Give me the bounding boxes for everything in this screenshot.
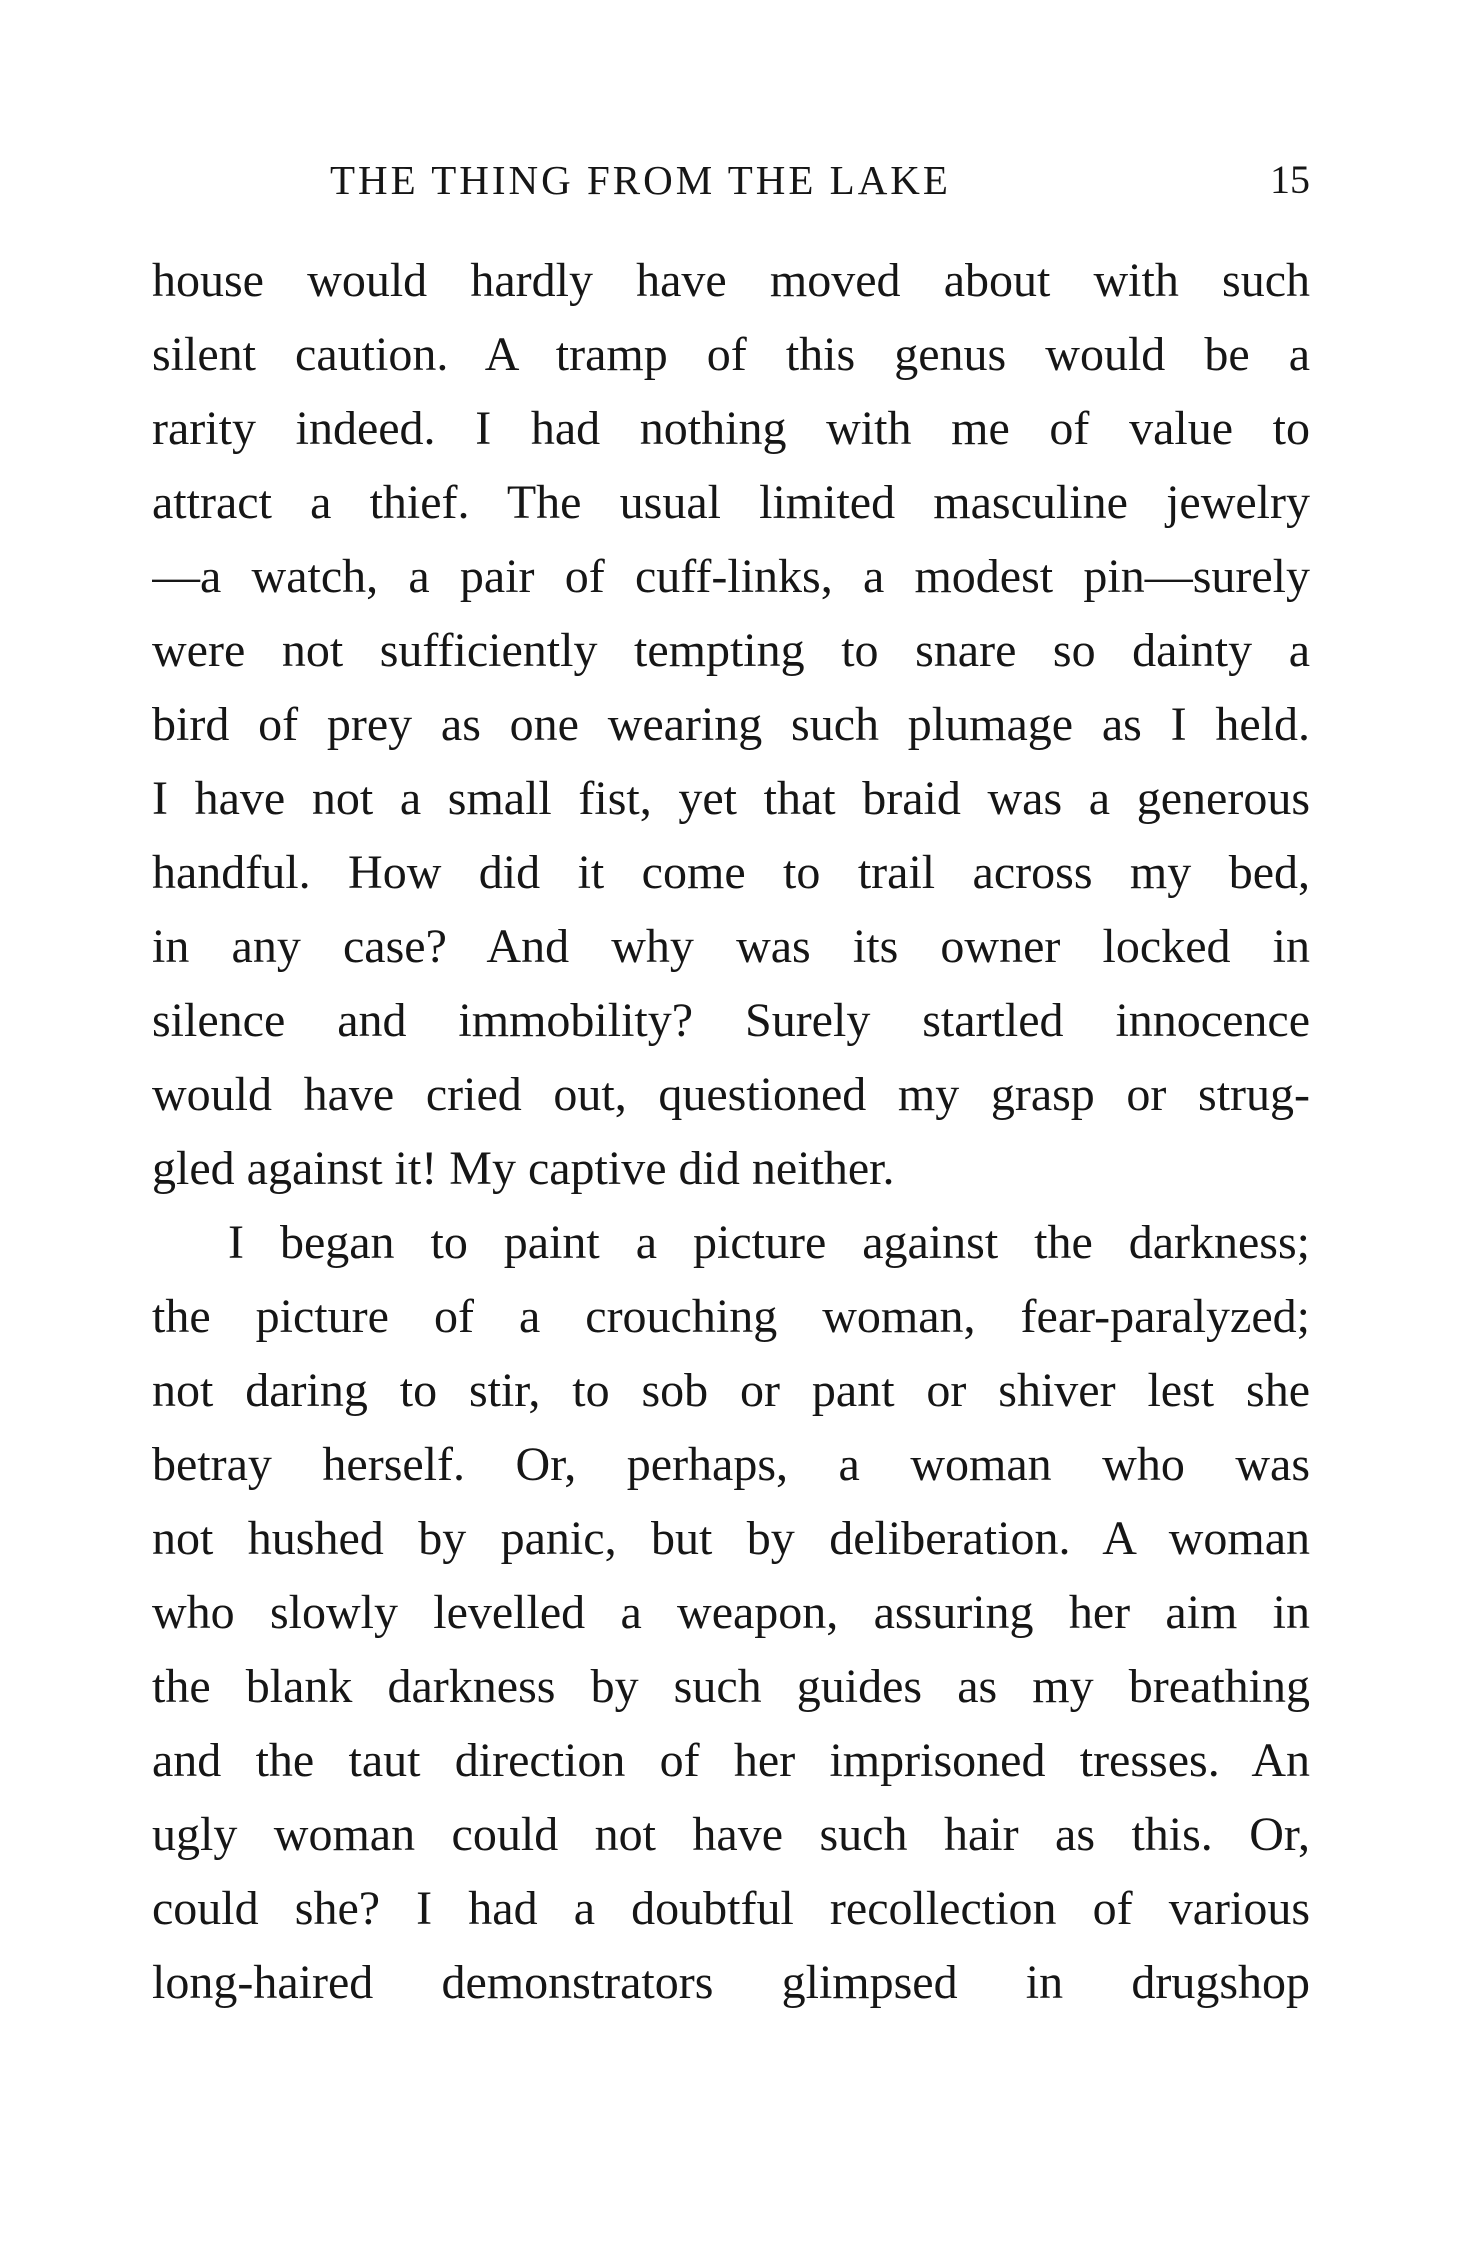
text-line: would have cried out, questioned my grasp or strug- — [152, 1068, 1310, 1121]
text-line: the blank darkness by such guides as my breathing — [152, 1660, 1310, 1713]
text-line: in any case? And why was its owner locked in — [152, 920, 1310, 973]
text-line: silent caution. A tramp of this genus would be a — [152, 328, 1310, 381]
text-line: could she? I had a doubtful recollection of various — [152, 1882, 1310, 1935]
text-line: the picture of a crouching woman, fear-paralyzed; — [152, 1290, 1310, 1343]
text-line: rarity indeed. I had nothing with me of value to — [152, 402, 1310, 455]
paragraph-end-line: gled against it! My captive did neither. — [152, 1142, 895, 1195]
text-line: ugly woman could not have such hair as this. Or, — [152, 1808, 1310, 1861]
text-line: and the taut direction of her imprisoned tresses. An — [152, 1734, 1310, 1787]
page-number: 15 — [1270, 157, 1310, 202]
text-line: who slowly levelled a weapon, assuring her aim in — [152, 1586, 1310, 1639]
text-line: attract a thief. The usual limited masculine jewelry — [152, 476, 1310, 529]
paragraph-start-line: I began to paint a picture against the darkness; — [228, 1216, 1310, 1269]
text-line: not daring to stir, to sob or pant or shiver lest she — [152, 1364, 1310, 1417]
text-line: —a watch, a pair of cuff-links, a modest pin—surely — [152, 550, 1310, 603]
text-line: house would hardly have moved about with such — [152, 254, 1310, 307]
text-line: were not sufficiently tempting to snare so dainty a — [152, 624, 1310, 677]
text-line: handful. How did it come to trail across my bed, — [152, 846, 1310, 899]
text-line: not hushed by panic, but by deliberation. A woman — [152, 1512, 1310, 1565]
text-line: I have not a small fist, yet that braid was a generous — [152, 772, 1310, 825]
text-line: silence and immobility? Surely startled innocence — [152, 994, 1310, 1047]
running-title: THE THING FROM THE LAKE — [330, 157, 951, 203]
running-head — [152, 152, 1310, 208]
text-line: betray herself. Or, perhaps, a woman who was — [152, 1438, 1310, 1491]
text-line: bird of prey as one wearing such plumage as I held. — [152, 698, 1310, 751]
text-line: long-haired demonstrators glimpsed in drugshop — [152, 1956, 1310, 2009]
body-text — [152, 244, 1310, 2020]
